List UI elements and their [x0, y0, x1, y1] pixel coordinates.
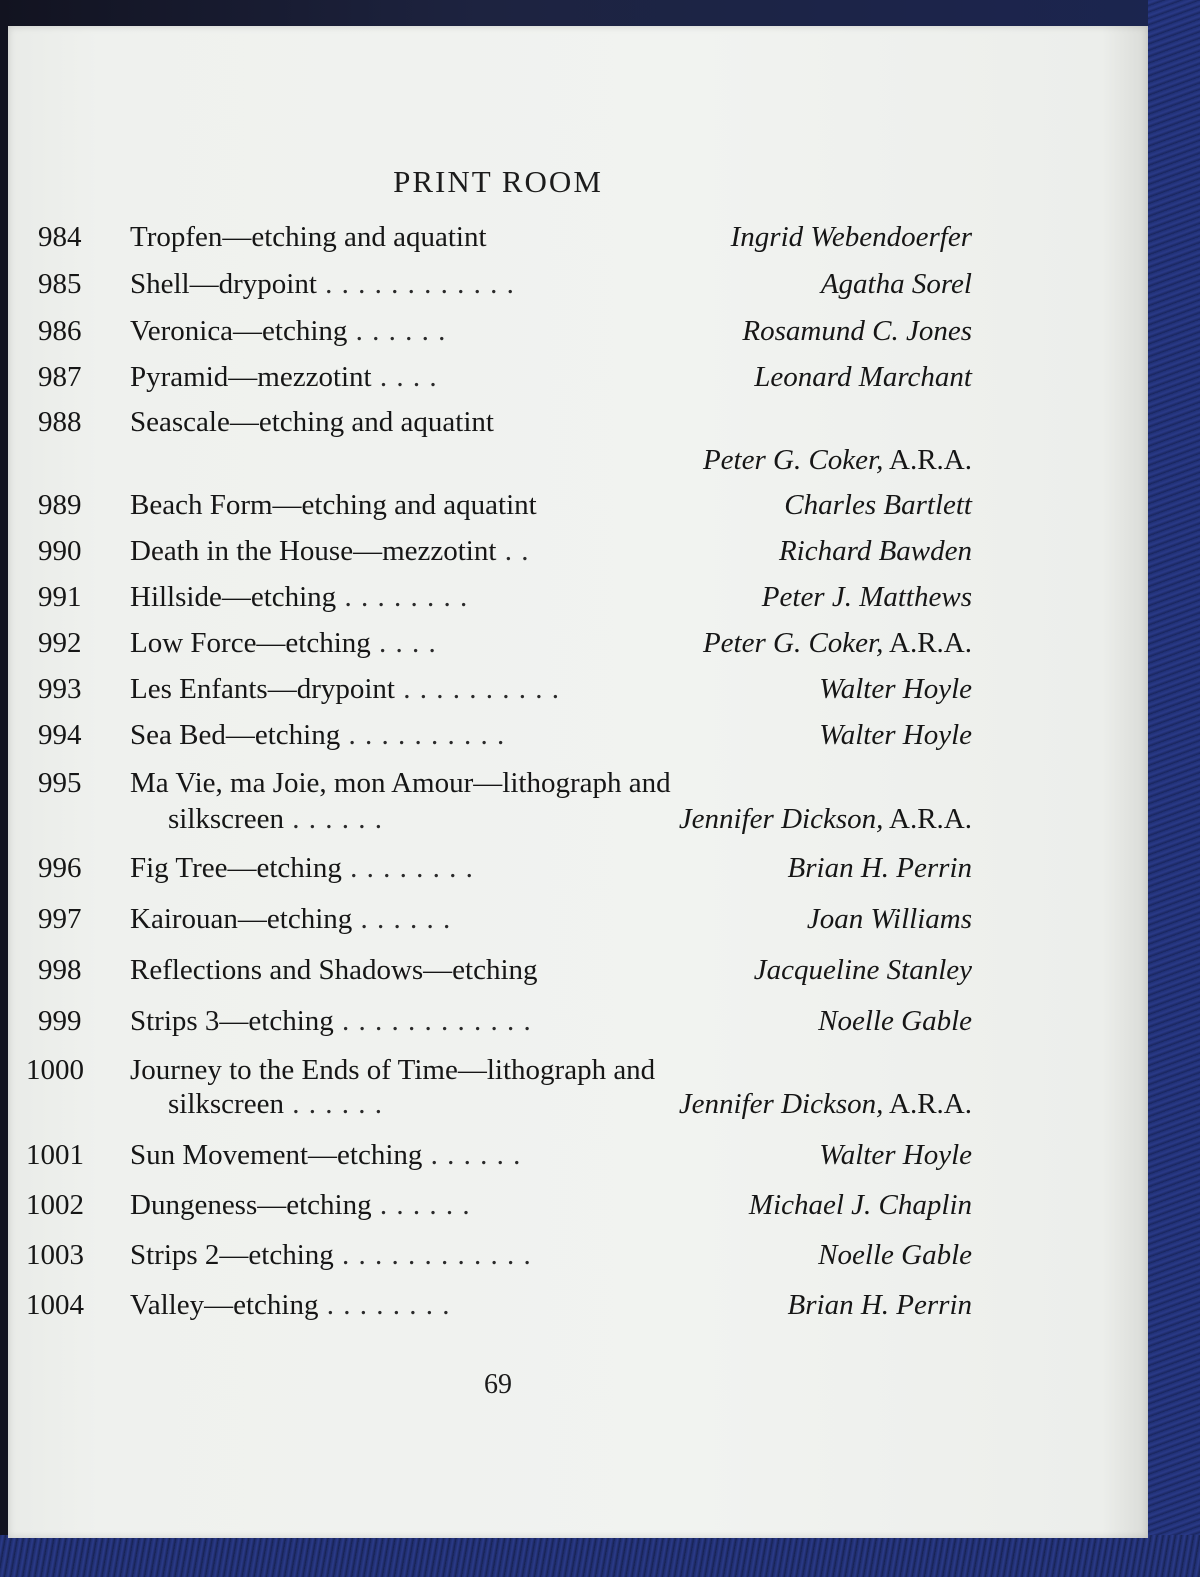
entry-number: 993	[38, 673, 82, 705]
cover-edge-right	[1148, 0, 1200, 1577]
leader-dots: . . . . . . . .	[341, 852, 474, 884]
entry-title: Les Enfants—drypoint . . . . . . . . . .	[130, 673, 560, 705]
entry-row	[22, 357, 972, 397]
entry-title: Sun Movement—etching . . . . . .	[130, 1139, 522, 1171]
entry-title: Ma Vie, ma Joie, mon Amour—lithograph and	[130, 767, 671, 799]
entry-number: 999	[38, 1005, 82, 1037]
catalogue-page	[8, 26, 1148, 1538]
leader-dots: . .	[496, 535, 530, 567]
page-heading: PRINT ROOM	[393, 164, 603, 199]
entry-artist: Noelle Gable	[818, 1005, 972, 1037]
entry-row	[22, 715, 972, 755]
entry-row	[22, 1001, 972, 1041]
entry-number: 996	[38, 852, 82, 884]
entry-row	[22, 669, 972, 709]
entry-row	[22, 485, 972, 525]
entry-artist: Leonard Marchant	[754, 361, 972, 393]
entry-number: 984	[38, 221, 82, 253]
entry-artist: Ingrid Webendoerfer	[730, 221, 972, 253]
entry-row	[22, 531, 972, 571]
entry-title: Low Force—etching . . . .	[130, 627, 437, 659]
entry-artist: Peter J. Matthews	[761, 581, 972, 613]
entry-number: 991	[38, 581, 82, 613]
entry-title: Reflections and Shadows—etching	[130, 954, 538, 986]
cover-edge-bottom	[0, 1535, 1200, 1577]
entry-artist: Richard Bawden	[778, 535, 972, 567]
entry-artist: Brian H. Perrin	[787, 852, 972, 884]
entry-row	[22, 217, 972, 257]
entry-number: 994	[38, 719, 82, 751]
entry-number: 997	[38, 903, 82, 935]
entry-artist: Walter Hoyle	[819, 719, 972, 751]
leader-dots: . . . . . . . . . . . .	[333, 1005, 532, 1037]
entry-artist: Noelle Gable	[818, 1239, 972, 1271]
entry-row	[22, 899, 972, 939]
entry-row-continuation	[22, 1084, 972, 1124]
entry-row	[22, 311, 972, 351]
leader-dots: . . . . . . . . . .	[340, 719, 506, 751]
entry-title: Pyramid—mezzotint . . . .	[130, 361, 438, 393]
entry-number: 1002	[26, 1189, 84, 1221]
entry-row	[22, 950, 972, 990]
entry-title: Shell—drypoint . . . . . . . . . . . .	[130, 268, 515, 300]
entry-artist: Charles Bartlett	[784, 489, 972, 521]
entry-artist: Walter Hoyle	[819, 673, 972, 705]
entry-artist: Jacqueline Stanley	[753, 954, 972, 986]
entry-row	[22, 577, 972, 617]
entry-artist: Jennifer Dickson, A.R.A.	[678, 803, 972, 835]
entry-title: Veronica—etching . . . . . .	[130, 315, 447, 347]
entry-row	[22, 763, 972, 803]
entry-title: Journey to the Ends of Time—lithograph and	[130, 1054, 656, 1086]
entry-row-continuation	[22, 440, 972, 480]
entry-number: 986	[38, 315, 82, 347]
entry-title: Strips 2—etching . . . . . . . . . . . .	[130, 1239, 532, 1271]
entry-number: 1003	[26, 1239, 84, 1271]
entry-title: Hillside—etching . . . . . . . .	[130, 581, 469, 613]
entry-title-continuation: silkscreen . . . . . .	[168, 803, 383, 835]
entry-title: Beach Form—etching and aquatint	[130, 489, 537, 521]
entry-title: Tropfen—etching and aquatint	[130, 221, 487, 253]
entry-number: 985	[38, 268, 82, 300]
entry-row	[22, 1235, 972, 1275]
entry-artist: Peter G. Coker, A.R.A.	[702, 627, 972, 659]
entry-number: 995	[38, 767, 82, 799]
entry-number: 1000	[26, 1054, 84, 1086]
entry-row	[22, 1135, 972, 1175]
entry-row	[22, 1185, 972, 1225]
leader-dots: . . . .	[371, 361, 438, 393]
leader-dots: . . . . . . . . . . . .	[333, 1239, 532, 1271]
entry-artist: Agatha Sorel	[820, 268, 972, 300]
entry-title: Valley—etching . . . . . . . .	[130, 1289, 451, 1321]
entry-title: Sea Bed—etching . . . . . . . . . .	[130, 719, 506, 751]
leader-dots: . . . . . .	[283, 803, 383, 835]
entry-row	[22, 402, 972, 442]
entry-number: 987	[38, 361, 82, 393]
leader-dots: . . . . . . . .	[336, 581, 469, 613]
entry-artist: Walter Hoyle	[819, 1139, 972, 1171]
entry-artist: Rosamund C. Jones	[742, 315, 972, 347]
leader-dots: . . . . . . . . . .	[394, 673, 560, 705]
leader-dots: . . . . . .	[283, 1088, 383, 1120]
entry-row	[22, 623, 972, 663]
leader-dots: . . . . . .	[352, 903, 452, 935]
entry-artist: Peter G. Coker, A.R.A.	[702, 444, 972, 476]
entry-number: 1001	[26, 1139, 84, 1171]
entry-artist: Michael J. Chaplin	[748, 1189, 972, 1221]
entry-row	[22, 848, 972, 888]
entry-number: 992	[38, 627, 82, 659]
entry-title: Fig Tree—etching . . . . . . . .	[130, 852, 474, 884]
leader-dots: . . . . . .	[371, 1189, 471, 1221]
leader-dots: . . . . . . . . . . . .	[316, 268, 515, 300]
leader-dots: . . . .	[370, 627, 437, 659]
entry-artist: Jennifer Dickson, A.R.A.	[678, 1088, 972, 1120]
entry-number: 1004	[26, 1289, 84, 1321]
leader-dots: . . . . . .	[422, 1139, 522, 1171]
entry-number: 990	[38, 535, 82, 567]
entry-number: 989	[38, 489, 82, 521]
entry-artist: Joan Williams	[806, 903, 972, 935]
entry-row	[22, 264, 972, 304]
entry-title-continuation: silkscreen . . . . . .	[168, 1088, 383, 1120]
entry-title: Strips 3—etching . . . . . . . . . . . .	[130, 1005, 532, 1037]
entry-number: 998	[38, 954, 82, 986]
entry-row	[22, 1285, 972, 1325]
entry-title: Death in the House—mezzotint . .	[130, 535, 530, 567]
entry-title: Seascale—etching and aquatint	[130, 406, 494, 438]
entry-artist: Brian H. Perrin	[787, 1289, 972, 1321]
entry-row-continuation	[22, 799, 972, 839]
entry-number: 988	[38, 406, 82, 438]
entry-title: Dungeness—etching . . . . . .	[130, 1189, 471, 1221]
leader-dots: . . . . . .	[347, 315, 447, 347]
entry-title: Kairouan—etching . . . . . .	[130, 903, 452, 935]
leader-dots: . . . . . . . .	[318, 1289, 451, 1321]
page-number: 69	[484, 1369, 512, 1400]
